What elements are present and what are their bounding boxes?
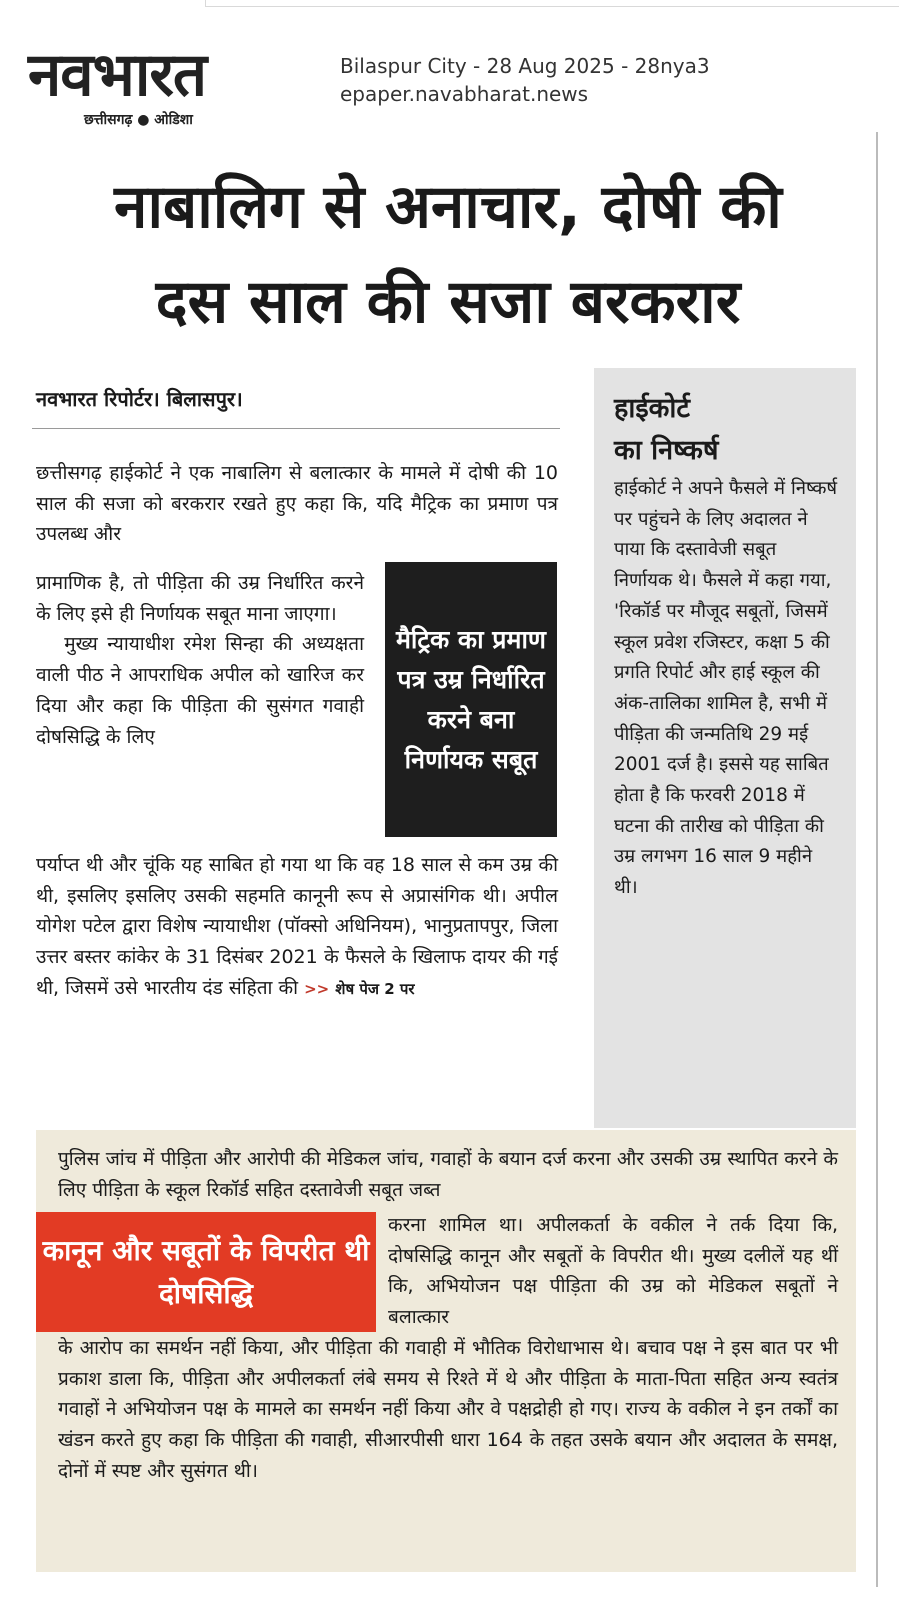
paragraph-2 (36, 633, 364, 747)
red-subheading-box (36, 1212, 376, 1332)
right-edge-divider (876, 132, 878, 1587)
continued-arrow-icon: >> (304, 979, 330, 998)
article-paragraph-1: छत्तीसगढ़ हाईकोर्ट ने एक नाबालिग से बलात्कार के मामले में दोषी की 10 साल की सजा को बरकरार रखते हुए कहा कि, यदि मैट्रिक का प्रमाण पत्र उपलब्ध और (36, 462, 558, 546)
byline: नवभारत रिपोर्टर। बिलासपुर। (36, 387, 243, 411)
bottom-panel (36, 1130, 856, 1572)
pull-quote-text: मैट्रिक का प्रमाण पत्र उम्र निर्धारित करने बना निर्णायक सबूत (395, 624, 547, 774)
sidebar-title (614, 388, 840, 472)
sidebar-text: हाईकोर्ट ने अपने फैसले में निष्कर्ष पर पहुंचने के लिए अदालत ने पाया कि दस्तावेजी सबूत निर्णायक थे। फैसले में कहा गया, 'रिकॉर्ड पर मौजूद सबूतों, जिसमें स्कूल प्रवेश रजिस्टर, कक्षा 5 की प्रगति रिपोर्ट और हाई स्कूल की अंक-तालिका शामिल है, सभी में पीड़िता की जन्मतिथि 29 मई 2001 दर्ज है। इससे यह साबित होता है कि फरवरी 2018 में घटना की तारीख को पीड़िता की उम्र लगभग 16 साल 9 महीने थी। (614, 478, 838, 899)
bottom-text-top: पुलिस जांच में पीड़िता और आरोपी की मेडिकल जांच, गवाहों के बयान दर्ज करना और उसकी उम्र स्थापित करने के लिए पीड़िता के स्कूल रिकॉर्ड सहित दस्तावेजी सबूत जब्त (58, 1148, 838, 1201)
pull-quote-box (385, 562, 557, 837)
logo-subtitle: छत्तीसगढ़ ● ओडिशा (84, 112, 193, 128)
paragraph-2-continued: पर्याप्त थी और चूंकि यह साबित हो गया था कि वह 18 साल से कम उम्र की थी, इसलिए इसलिए उसकी सहमति कानूनी रूप से अप्रासंगिक थी। अपील योगेश पटेल द्वारा विशेष न्यायाधीश (पॉक्सो अधिनियम), भानुप्रतापपुर, जिला उत्तर बस्तर कांकेर के 31 दिसंबर 2021 के फैसले के खिलाफ दायर की गई थी, जिसमें उसे भारतीय दंड संहिता की (36, 854, 558, 999)
bottom-text-main: के आरोप का समर्थन नहीं किया, और पीड़िता की गवाही में भौतिक विरोधाभास थे। बचाव पक्ष ने इस बात पर भी प्रकाश डाला कि, पीड़िता और अपीलकर्ता लंबे समय से रिश्ते में थे और पीड़िता के माता-पिता सहित अन्य स्वतंत्र गवाहों ने अभियोजन पक्ष के मामले का समर्थन नहीं किया और वे पक्षद्रोही हो गए। राज्य के वकील ने इन तर्कों का खंडन करते हुए कहा कि पीड़िता की गवाही, सीआरपीसी धारा 164 के तहत उसके बयान और अदालत के समक्ष, दोनों में स्पष्ट और सुसंगत थी। (58, 1337, 838, 1482)
byline-rule (32, 428, 560, 429)
headline (18, 160, 878, 350)
epaper-site: epaper.navabharat.news (340, 82, 589, 106)
headline-line-2: दस साल की सजा बरकरार (155, 267, 741, 337)
bottom-text-side: करना शामिल था। अपीलकर्ता के वकील ने तर्क दिया कि, दोषसिद्धि कानून और सबूतों के विपरीत थी। मुख्य दलीलें यह थीं कि, अभियोजन पक्ष पीड़िता की उम्र को मेडिकल सबूतों ने बलात्कार (388, 1214, 838, 1329)
sidebar-title-line-1: हाईकोर्ट (614, 393, 690, 424)
article-paragraph-narrow (36, 568, 364, 752)
newspaper-logo: नवभारत (28, 40, 207, 110)
paragraph-2-text: मुख्य न्यायाधीश रमेश सिन्हा की अध्यक्षता वाली पीठ ने आपराधिक अपील को खारिज कर दिया और कहा कि पीड़िता की सुसंगत गवाही दोषसिद्धि के लिए (36, 633, 364, 748)
headline-line-1: नाबालिग से अनाचार, दोषी की (114, 172, 782, 242)
paragraph-1-continued: प्रामाणिक है, तो पीड़िता की उम्र निर्धारित करने के लिए इसे ही निर्णायक सबूत माना जाएगा। (36, 572, 364, 625)
masthead (18, 40, 318, 130)
sidebar-title-line-2: का निष्कर्ष (614, 435, 719, 466)
edition-info: Bilaspur City - 28 Aug 2025 - 28nya3 (340, 54, 710, 78)
article-paragraph-wide (36, 850, 558, 1005)
red-subheading: कानून और सबूतों के विपरीत थी दोषसिद्धि (42, 1234, 370, 1310)
top-border-line (205, 0, 899, 7)
edition-meta (340, 52, 710, 108)
sidebar-box (594, 368, 856, 1128)
continued-on-page-link[interactable]: शेष पेज 2 पर (335, 979, 415, 998)
